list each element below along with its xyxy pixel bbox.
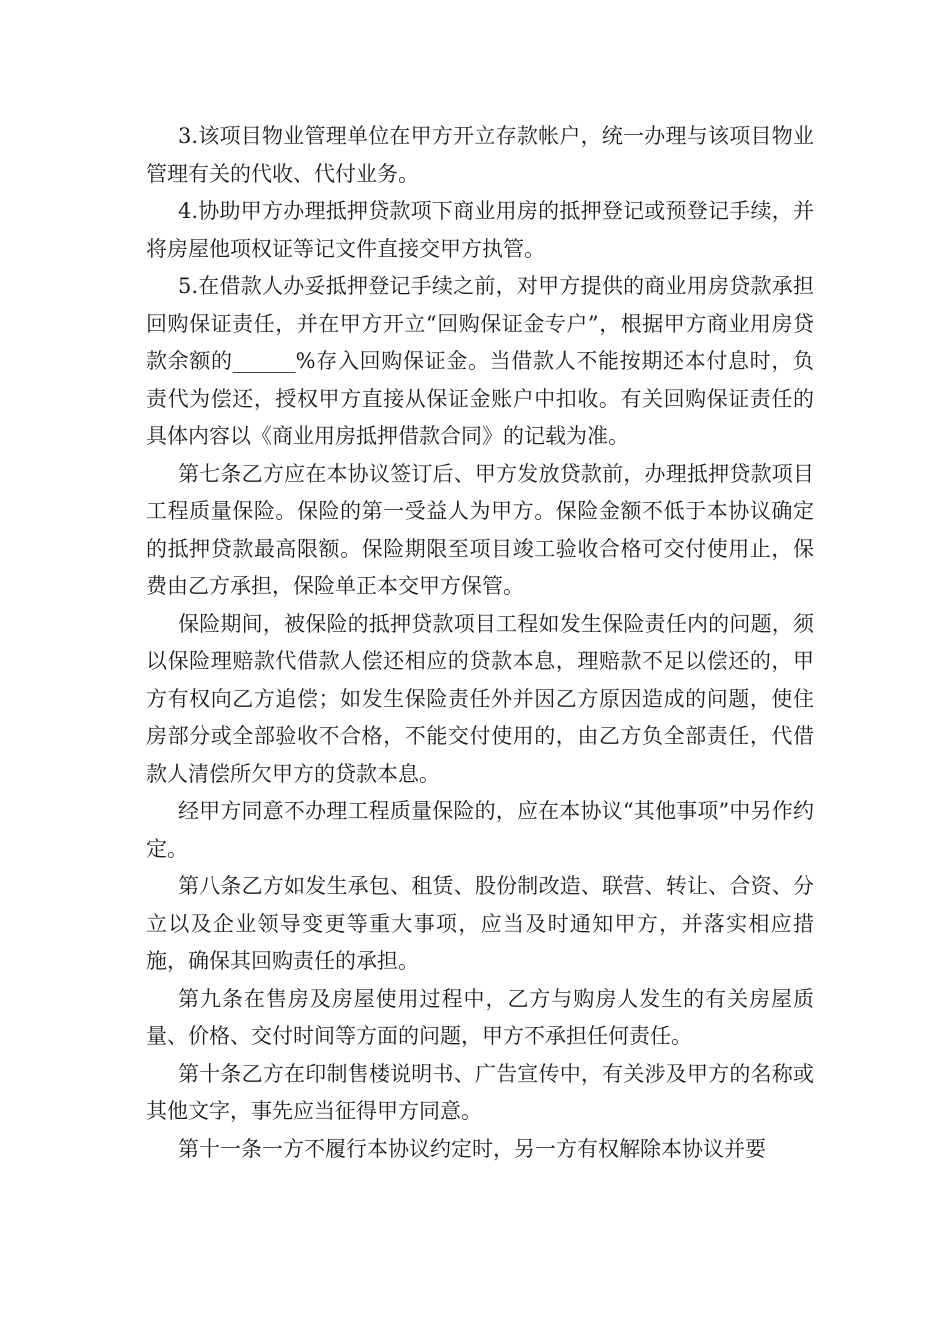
document-body <box>146 118 814 1168</box>
paragraph-insurance-exemption: 经甲方同意不办理工程质量保险的，应在本协议“其他事项”中另作约定。 <box>146 799 814 861</box>
paragraph-article-11: 第十一条一方不履行本协议约定时，另一方有权解除本协议并要 <box>178 1136 766 1161</box>
paragraph-item-3: 3.该项目物业管理单位在甲方开立存款帐户，统一办理与该项目物业管理有关的代收、代付业务。 <box>146 124 814 186</box>
paragraph-article-8: 第八条乙方如发生承包、租赁、股份制改造、联营、转让、合资、分立以及企业领导变更等重大事项，应当及时通知甲方，并落实相应措施，确保其回购责任的承担。 <box>146 874 814 973</box>
paragraph-item-5: 5.在借款人办妥抵押登记手续之前，对甲方提供的商业用房贷款承担回购保证责任，并在甲方开立“回购保证金专户”，根据甲方商业用房贷款余额的______%存入回购保证金。当借款人不能按期还本付息时，负责代为偿还，授权甲方直接从保证金账户中扣收。有关回购保证责任的具体内容以《商业用房抵押借款合同》的记载为准。 <box>146 274 814 448</box>
paragraph-insurance-period: 保险期间，被保险的抵押贷款项目工程如发生保险责任内的问题，须以保险理赔款代借款人偿还相应的贷款本息，理赔款不足以偿还的，甲方有权向乙方追偿；如发生保险责任外并因乙方原因造成的问题，使住房部分或全部验收不合格，不能交付使用的，由乙方负全部责任，代借款人清偿所欠甲方的贷款本息。 <box>146 611 814 786</box>
paragraph-article-9: 第九条在售房及房屋使用过程中，乙方与购房人发生的有关房屋质量、价格、交付时间等方面的问题，甲方不承担任何责任。 <box>146 986 814 1048</box>
paragraph-item-4: 4.协助甲方办理抵押贷款项下商业用房的抵押登记或预登记手续，并将房屋他项权证等记文件直接交甲方执管。 <box>146 199 814 261</box>
paragraph-article-10: 第十条乙方在印制售楼说明书、广告宣传中，有关涉及甲方的名称或其他文字，事先应当征得甲方同意。 <box>146 1061 814 1123</box>
paragraph-article-7: 第七条乙方应在本协议签订后、甲方发放贷款前，办理抵押贷款项目工程质量保险。保险的第一受益人为甲方。保险金额不低于本协议确定的抵押贷款最高限额。保险期限至项目竣工验收合格可交付使用止，保费由乙方承担，保险单正本交甲方保管。 <box>146 461 814 598</box>
